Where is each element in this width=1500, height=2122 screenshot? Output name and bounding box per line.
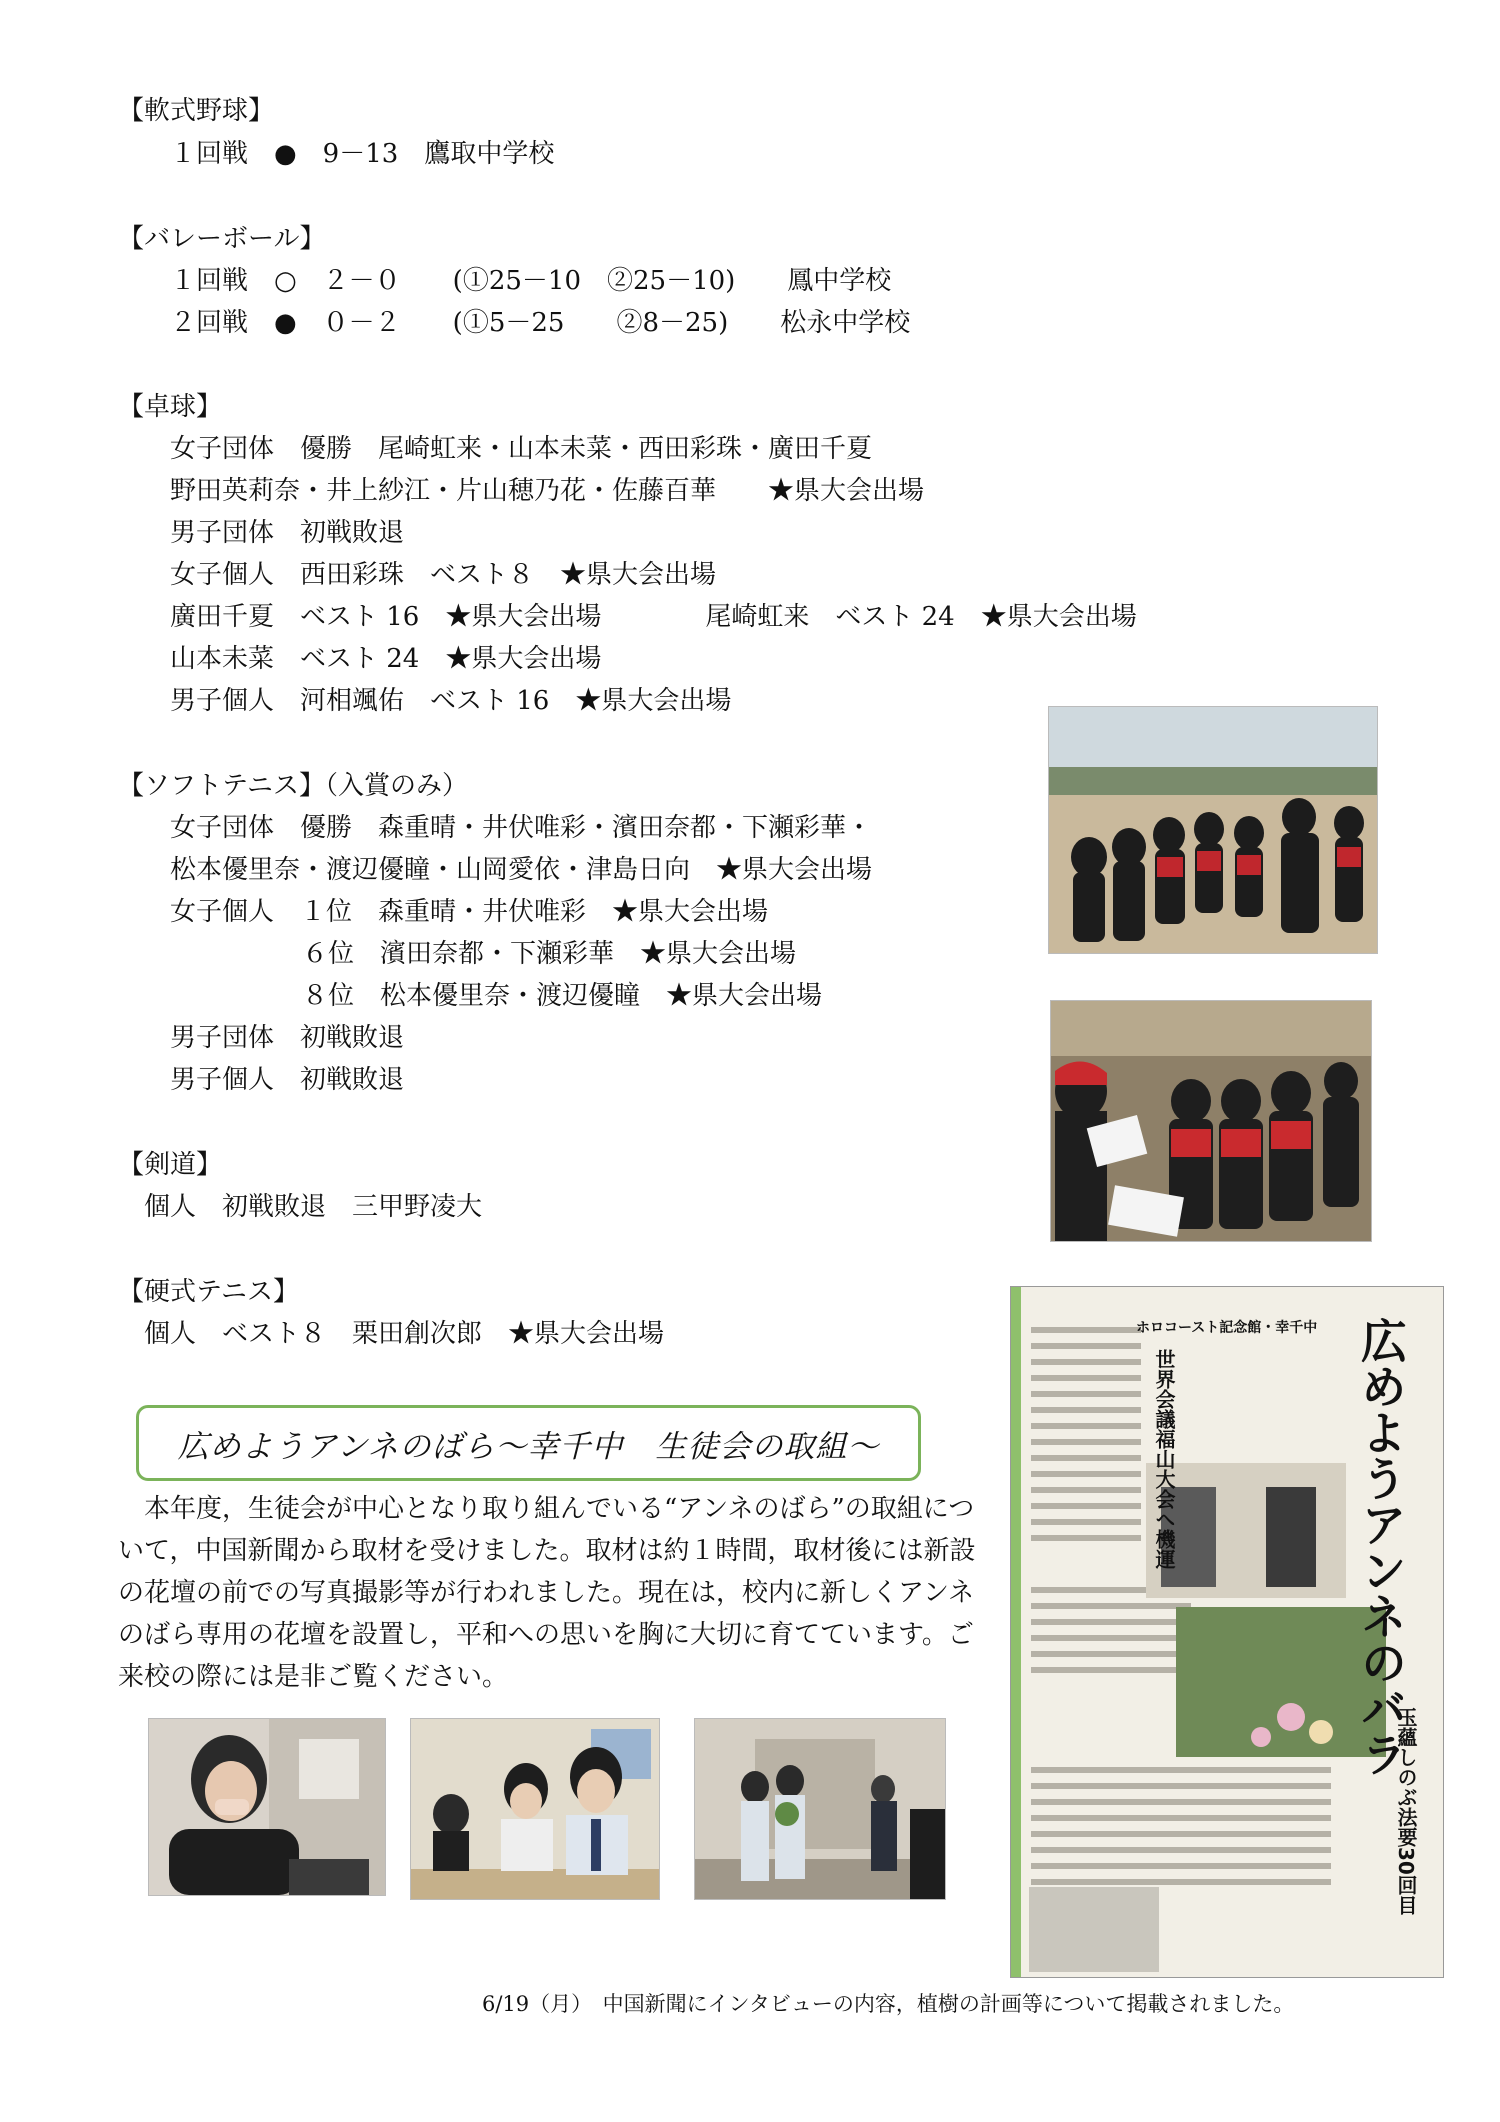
result-line: 廣田千夏 ベスト 16 ★県大会出場 尾崎虹来 ベスト 24 ★県大会出場: [170, 602, 1137, 632]
newspaper-title: 広めようアンネのバラ: [1354, 1317, 1408, 1777]
result-line: 松本優里奈・渡辺優瞳・山岡愛依・津島日向 ★県大会出場: [170, 855, 873, 885]
result-line: 男子個人 河相颯佑 ベスト 16 ★県大会出場: [170, 686, 732, 716]
result-line: ２回戦 ● ０－２ (①5－25 ②8－25) 松永中学校: [170, 308, 911, 338]
newspaper-subhead: 世界会議福山大会へ機運: [1152, 1349, 1176, 1569]
section-heading-kendo: 【剣道】: [118, 1150, 223, 1180]
result-line: 男子団体 初戦敗退: [170, 518, 405, 548]
result-line: 山本未菜 ベスト 24 ★県大会出場: [170, 644, 602, 674]
soft-tennis-photo-1: [1048, 706, 1378, 954]
newspaper-clipping: [1010, 1286, 1444, 1978]
section-heading-volleyball: 【バレーボール】: [118, 224, 326, 254]
result-line: 女子個人 西田彩珠 ベスト８ ★県大会出場: [170, 560, 717, 590]
result-line: ８位 松本優里奈・渡辺優瞳 ★県大会出場: [302, 981, 823, 1011]
garden-photo: [694, 1718, 946, 1900]
result-line: 野田英莉奈・井上紗江・片山穂乃花・佐藤百華 ★県大会出場: [170, 476, 925, 506]
section-heading-baseball: 【軟式野球】: [118, 96, 275, 126]
body-paragraph: 本年度，生徒会が中心となり取り組んでいる“アンネのばら”の取組について，中国新聞から取材を受けました。取材は約１時間，取材後には新設の花壇の前での写真撮影等が行われました。現在は，校内に新しくアンネのばら専用の花壇を設置し，平和への思いを胸に大切に育てています。ご来校の際には是非ご覧ください。: [118, 1494, 976, 1692]
result-line: 個人 ベスト８ 栗田創次郎 ★県大会出場: [144, 1319, 665, 1349]
result-line: 個人 初戦敗退 三甲野凌大: [144, 1192, 483, 1222]
newspaper-kicker: ホロコースト記念館・幸千中: [1136, 1320, 1318, 1336]
section-heading-table-tennis: 【卓球】: [118, 392, 223, 422]
result-line: １回戦 ○ ２－０ (①25－10 ②25－10) 鳳中学校: [170, 266, 892, 296]
result-line: 男子個人 初戦敗退: [170, 1065, 405, 1095]
result-line: 女子団体 優勝 尾崎虹来・山本未菜・西田彩珠・廣田千夏: [170, 434, 873, 464]
section-heading-soft-tennis: 【ソフトテニス】（入賞のみ）: [118, 771, 468, 801]
result-line: ６位 濱田奈都・下瀬彩華 ★県大会出場: [302, 939, 797, 969]
section-heading-tennis: 【硬式テニス】: [118, 1277, 299, 1307]
result-line: １回戦 ● 9－13 鷹取中学校: [170, 139, 555, 169]
interview-photo-1: [148, 1718, 386, 1896]
interview-photo-2: [410, 1718, 660, 1900]
result-line: 男子団体 初戦敗退: [170, 1023, 405, 1053]
result-line: 女子個人 １位 森重晴・井伏唯彩 ★県大会出場: [170, 897, 769, 927]
section-banner: 広めようアンネのばら～幸千中 生徒会の取組～: [136, 1405, 921, 1481]
newspaper-caption: 6/19（月） 中国新聞にインタビューの内容，植樹の計画等について掲載されました。: [482, 1992, 1295, 2016]
soft-tennis-photo-2: [1050, 1000, 1372, 1242]
newspaper-side-headline: 玉蘊しのぶ法要30回目: [1394, 1707, 1418, 1915]
result-line: 女子団体 優勝 森重晴・井伏唯彩・濱田奈都・下瀬彩華・: [170, 813, 873, 843]
